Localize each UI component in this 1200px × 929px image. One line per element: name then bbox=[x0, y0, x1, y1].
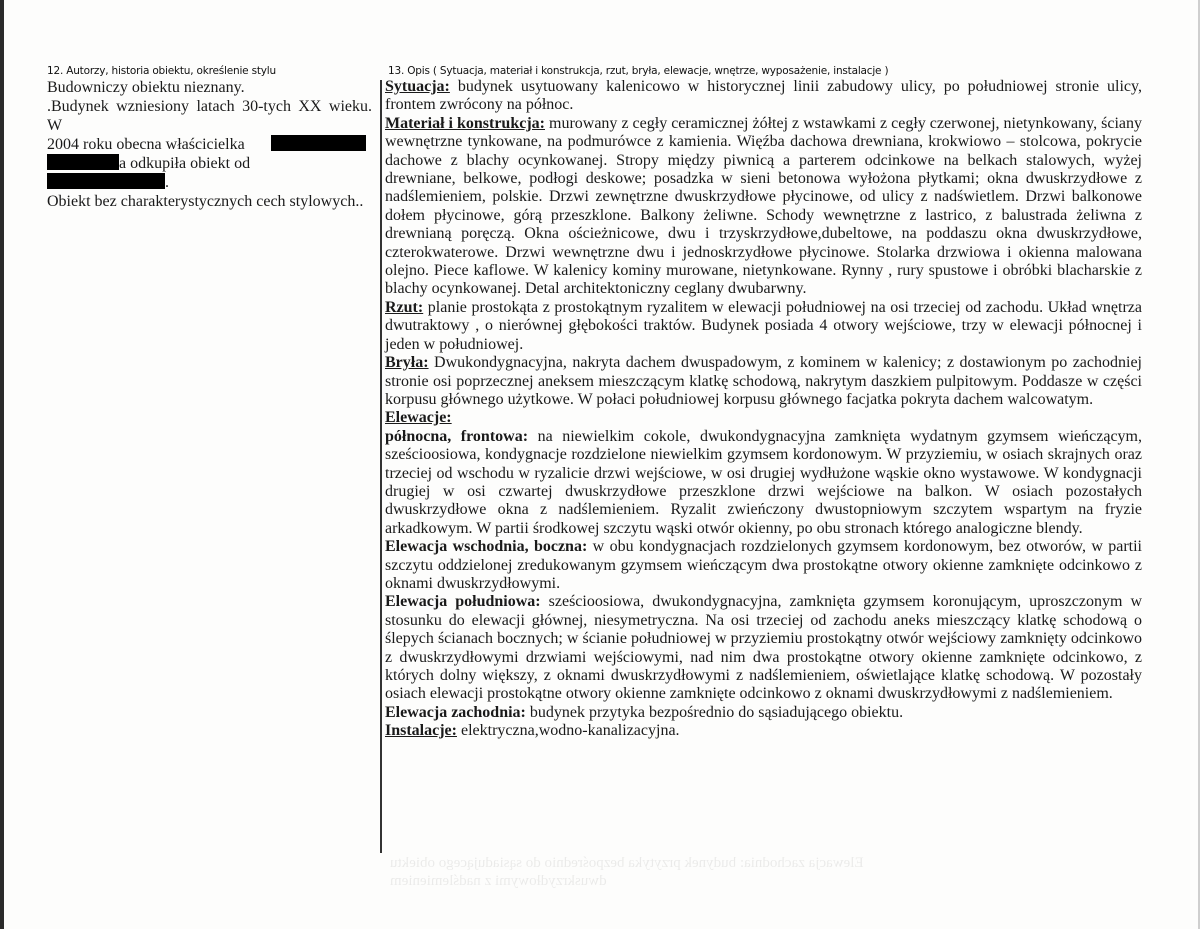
text-zachodnia: budynek przytyka bezpośrednio do sąsiadującego obiektu. bbox=[525, 703, 904, 721]
heading-bryla: Bryła: bbox=[385, 354, 429, 372]
redaction-box bbox=[47, 154, 119, 170]
heading-rzut: Rzut: bbox=[385, 298, 424, 316]
heading-elewacje: Elewacje: bbox=[385, 409, 452, 427]
built-line: .Budynek wzniesiony latach 30-tych XX wieku. W bbox=[47, 98, 372, 134]
heading-material: Materiał i konstrukcja: bbox=[385, 114, 545, 132]
owner-line bbox=[47, 135, 372, 154]
purchase-line bbox=[47, 154, 372, 192]
paragraph-rzut bbox=[385, 299, 1142, 354]
paragraph-instalacje bbox=[385, 722, 1142, 740]
builder-line: Budowniczy obiektu nieznany. bbox=[47, 79, 245, 96]
paragraph-polnocna bbox=[385, 428, 1142, 538]
heading-polnocna: północna, frontowa: bbox=[385, 427, 529, 445]
paragraph-bryla bbox=[385, 354, 1142, 409]
text-sytuacja: budynek usytuowany kalenicowo w historycznej linii zabudowy ulicy, po południowej stronie ulicy, frontem zwrócony na północ. bbox=[385, 78, 1142, 114]
text-material: murowany z cegły ceramicznej żółtej z wstawkami z cegły czerwonej, nietynkowany, ściany wewnętrzne tynkowane, na podmurówce z kamienia. Więźba dachowa drewniana, krokwiowo – stolcowa, pokrycie dachowe z blachy ocynkowanej. Stropy między piwnicą a parterem odcinkowe na belkach stalowych, wyżej drewniane, belkowe, podłogi deskowe; posadzka w sieni betonowa wyłożona płytkami; okna dwuskrzydłowe z nadślemieniem, polskie. Drzwi zewnętrzne dwuskrzydłowe płycinowe, od ulicy z nadświetlem. Drzwi balkonowe dołem płycinowe, górą przeszklone. Balkony żeliwne. Schody wewnętrzne z lastrico, z balustrada żeliwna z drewnianą poręczą. Okna ościeżnicowe, dwu i trzyskrzydłowe,dubeltowe, na poddaszu okna dwuskrzydłowe, czterokwaterowe. Drzwi wewnętrzne dwu i jednoskrzydłowe płycinowe. Stolarka drzwiowa i okienna malowana olejno. Piece kaflowe. W kalenicy kominy murowane, nietynkowane. Rynny , rury spustowe i obróbki blacharskie z blachy ocynkowanej. Detal architektoniczny ceglany dwubarwny. bbox=[385, 114, 1143, 298]
bleed-through-text: dwuskrzydłowymi z nadślemieniem bbox=[390, 873, 607, 889]
purchase-line-text: a odkupiła obiekt od bbox=[119, 155, 251, 172]
heading-wschodnia: Elewacja wschodnia, boczna: bbox=[385, 538, 588, 556]
section-12-body bbox=[47, 78, 372, 211]
text-wschodnia: w obu kondygnacjach rozdzielonych gzymsem kordonowym, bez otworów, w partii szczytu oddzielonej zredukowanym gzymsem wieńczącym dwa prostokątne otwory okienne zamknięte odcinkowo z oknami dwuskrzydłowymi. bbox=[385, 538, 1143, 592]
section-12-label: 12. Autorzy, historia obiektu, określenie stylu bbox=[47, 65, 276, 77]
redaction-box bbox=[47, 173, 165, 189]
paragraph-sytuacja bbox=[385, 78, 1142, 115]
scan-edge-left bbox=[0, 0, 4, 929]
heading-instalacje: Instalacje: bbox=[385, 722, 457, 740]
paragraph-elewacje bbox=[385, 409, 1142, 427]
redaction-box bbox=[271, 135, 366, 151]
paragraph-wschodnia bbox=[385, 538, 1142, 593]
text-poludniowa: sześcioosiowa, dwukondygnacyjna, zamknięta gzymsem koronującym, uproszczonym w stosunku do elewacji głównej, niesymetryczna. Na osi trzeciej od zachodu aneks mieszczący klatkę schodową o ślepych ścianach bocznych; w ścianie południowej w przyziemiu prostokątny otwór wejściowy zamknięty odcinkowo z dwuskrzydłowymi drzwiami wejściowymi, nad nim dwa prostokątne otwory okienne zamknięte odcinkowo, z których dolny większy, z oknami dwuskrzydłowymi z nadślemieniem, oświetlające klatkę schodową. W pozostały osiach elewacji prostokątne otwory okienne zamknięte odcinkowo z oknami dwuskrzydłowymi z nadślemieniem. bbox=[385, 593, 1142, 703]
section-13 bbox=[380, 64, 1142, 741]
heading-zachodnia: Elewacja zachodnia: bbox=[385, 703, 526, 721]
purchase-line-end: . bbox=[165, 174, 169, 191]
text-instalacje: elektryczna,wodno-kanalizacyjna. bbox=[456, 722, 680, 740]
style-line: Obiekt bez charakterystycznych cech stylowych.. bbox=[47, 193, 364, 210]
paragraph-material bbox=[385, 115, 1142, 299]
text-rzut: planie prostokąta z prostokątnym ryzalitem w elewacji południowej na osi trzeciej od zachodu. Układ wnętrza dwutraktowy , o nierównej głębokości traktów. Budynek posiada 4 otwory wejściowe, trzy w elewacji północnej i jeden w południowej. bbox=[385, 298, 1142, 353]
section-13-label: 13. Opis ( Sytuacja, materiał i konstrukcja, rzut, bryła, elewacje, wnętrze, wyposażenie, instalacje ) bbox=[388, 65, 889, 77]
heading-sytuacja: Sytuacja: bbox=[385, 78, 450, 95]
text-polnocna: na niewielkim cokole, dwukondygnacyjna zamknięta wydatnym gzymsem wieńczącym, sześcioosiowa, kondygnacje rozdzielone niewielkim gzymsem kordonowym. W przyziemiu, w osiach skrajnych oraz trzeciej od wschodu w ryzalicie drzwi wejściowe, w osi drugiej wydłużone wąskie okno wystawowe. W kondygnacji drugiej w osi czwartej dwuskrzydłowe przeszklone drzwi wejściowe na balkon. W osiach pozostałych dwuskrzydłowe okna z nadślemieniem. Ryzalit zwieńczony dwustopniowym szczytem wspartym na fryzie arkadkowym. W partii środkowej szczytu wąski otwór okienny, po obu stronach którego analogiczne blendy. bbox=[385, 427, 1142, 537]
bleed-through-text: Elewacja zachodnia: budynek przytyka bezpośrednio do sąsiadującego obiektu bbox=[390, 855, 864, 871]
owner-line-text: 2004 roku obecna właścicielka bbox=[47, 136, 245, 153]
heading-poludniowa: Elewacja południowa: bbox=[385, 593, 541, 611]
paragraph-zachodnia bbox=[385, 704, 1142, 722]
paragraph-poludniowa bbox=[385, 593, 1142, 703]
text-bryla: Dwukondygnacyjna, nakryta dachem dwuspadowym, z kominem w kalenicy; z dostawionym po zachodniej stronie osi poprzecznej aneksem mieszczącym klatkę schodową, nakrytym daszkiem pulpitowym. Poddasze w części korpusu głównego użytkowe. W połaci południowej korpusu głównego facjatka pokryta dachem walcowatym. bbox=[385, 354, 1142, 408]
section-13-body bbox=[385, 78, 1142, 741]
section-12 bbox=[47, 64, 372, 211]
